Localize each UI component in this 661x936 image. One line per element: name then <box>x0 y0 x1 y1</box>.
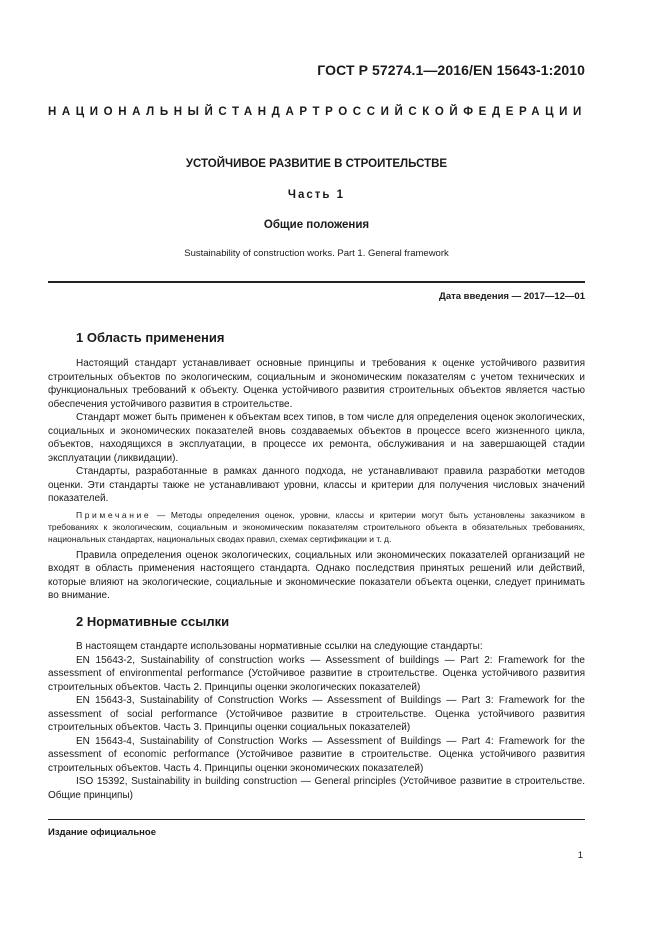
section-heading-scope: 1 Область применения <box>76 330 225 345</box>
part-label: Часть 1 <box>287 189 346 201</box>
official-edition-label: Издание официальное <box>48 827 156 838</box>
national-standard-banner <box>48 106 585 118</box>
banner-word: ФЕДЕРАЦИИ <box>463 106 587 118</box>
section-scope-body <box>48 357 585 603</box>
note <box>48 509 585 546</box>
paragraph: Настоящий стандарт устанавливает основные принципы и требования к оценке устойчивого развития строительных объектов по экологическим, социальным и экономическим показателям с учетом технических и функциональных требований к объекту. Оценка устойчивого развития строительных объектов является частью обеспечения устойчивого развития в строительстве. <box>48 358 585 410</box>
section-references-body <box>48 640 585 802</box>
reference-item: EN 15643-2, Sustainability of construction works — Assessment of buildings — Part 2: Framework for the assessment of environmental performance (Устойчивое развитие в строительстве. Оценка устойчивого развития строительных объектов. Часть 2. Принципы оценки экологических показателей) <box>48 654 585 693</box>
section-heading-references: 2 Нормативные ссылки <box>76 614 230 629</box>
paragraph: Стандарт может быть применен к объектам всех типов, в том числе для определения оценок экологических, социальных и экономических показателей вновь создаваемых объектов в процессе всего жизненного цикла, объектов, находящихся в эксплуатации, в процессе их ремонта, обслуживания и на завершающей стадии эксплуатации (ликвидации). <box>48 412 585 464</box>
banner-word: СТАНДАРТ <box>218 106 326 118</box>
document-number: ГОСТ Р 57274.1—2016/EN 15643-1:2010 <box>317 62 585 78</box>
banner-word: НАЦИОНАЛЬНЫЙ <box>48 106 219 118</box>
document-subtitle: Общие положения <box>263 219 370 231</box>
introduction-date: Дата введения — 2017—12—01 <box>439 291 585 302</box>
note-text: — Методы определения оценок, уровни, классы и критерии могут быть установлены заказчиком в требованиях к экологическим, социальным и экономическим показателям строительного объекта в обязательных требованиях, национальных стандартах, национальных сводах правил, схемах сертификации и т. д. <box>48 509 585 545</box>
reference-item: EN 15643-3, Sustainability of Construction Works — Assessment of Buildings — Part 3: Framework for the assessment of social performance (Устойчивое развитие в строительстве. Оценка устойчивого развития строительных объектов. Часть 3. Принципы оценки социальных показателей) <box>48 695 585 733</box>
paragraph: Правила определения оценок экологических, социальных или экономических показателей организаций не входят в область применения настоящего стандарта. Однако последствия принятых решений или действий, которые влияют на экологические, социальные и экономические показатели объекта оценки, следует принимать во внимание. <box>48 549 585 602</box>
paragraph: Стандарты, разработанные в рамках данного подхода, не устанавливают правила разработки методов оценки. Эти стандарты также не устанавливают уровни, классы и критерии для получения числовых значений показателей. <box>48 466 585 504</box>
note-label: Примечание <box>76 509 152 520</box>
document-title: УСТОЙЧИВОЕ РАЗВИТИЕ В СТРОИТЕЛЬСТВЕ <box>185 158 448 170</box>
banner-word: РОССИЙСКОЙ <box>325 106 464 118</box>
paragraph: В настоящем стандарте использованы нормативные ссылки на следующие стандарты: <box>76 641 483 652</box>
english-title: Sustainability of construction works. Part 1. General framework <box>184 248 449 259</box>
title-divider <box>48 281 585 283</box>
page-number: 1 <box>577 850 583 861</box>
reference-item: ISO 15392, Sustainability in building construction — General principles (Устойчивое развитие в строительстве. Общие принципы) <box>48 776 585 801</box>
footer-divider <box>48 819 585 820</box>
reference-item: EN 15643-4, Sustainability of Construction Works — Assessment of Buildings — Part 4: Framework for the assessment of economic performance (Устойчивое развитие в строительстве. Оценка устойчивого развития строительных объектов. Часть 4. Принципы оценки экономических показателей) <box>48 735 585 774</box>
